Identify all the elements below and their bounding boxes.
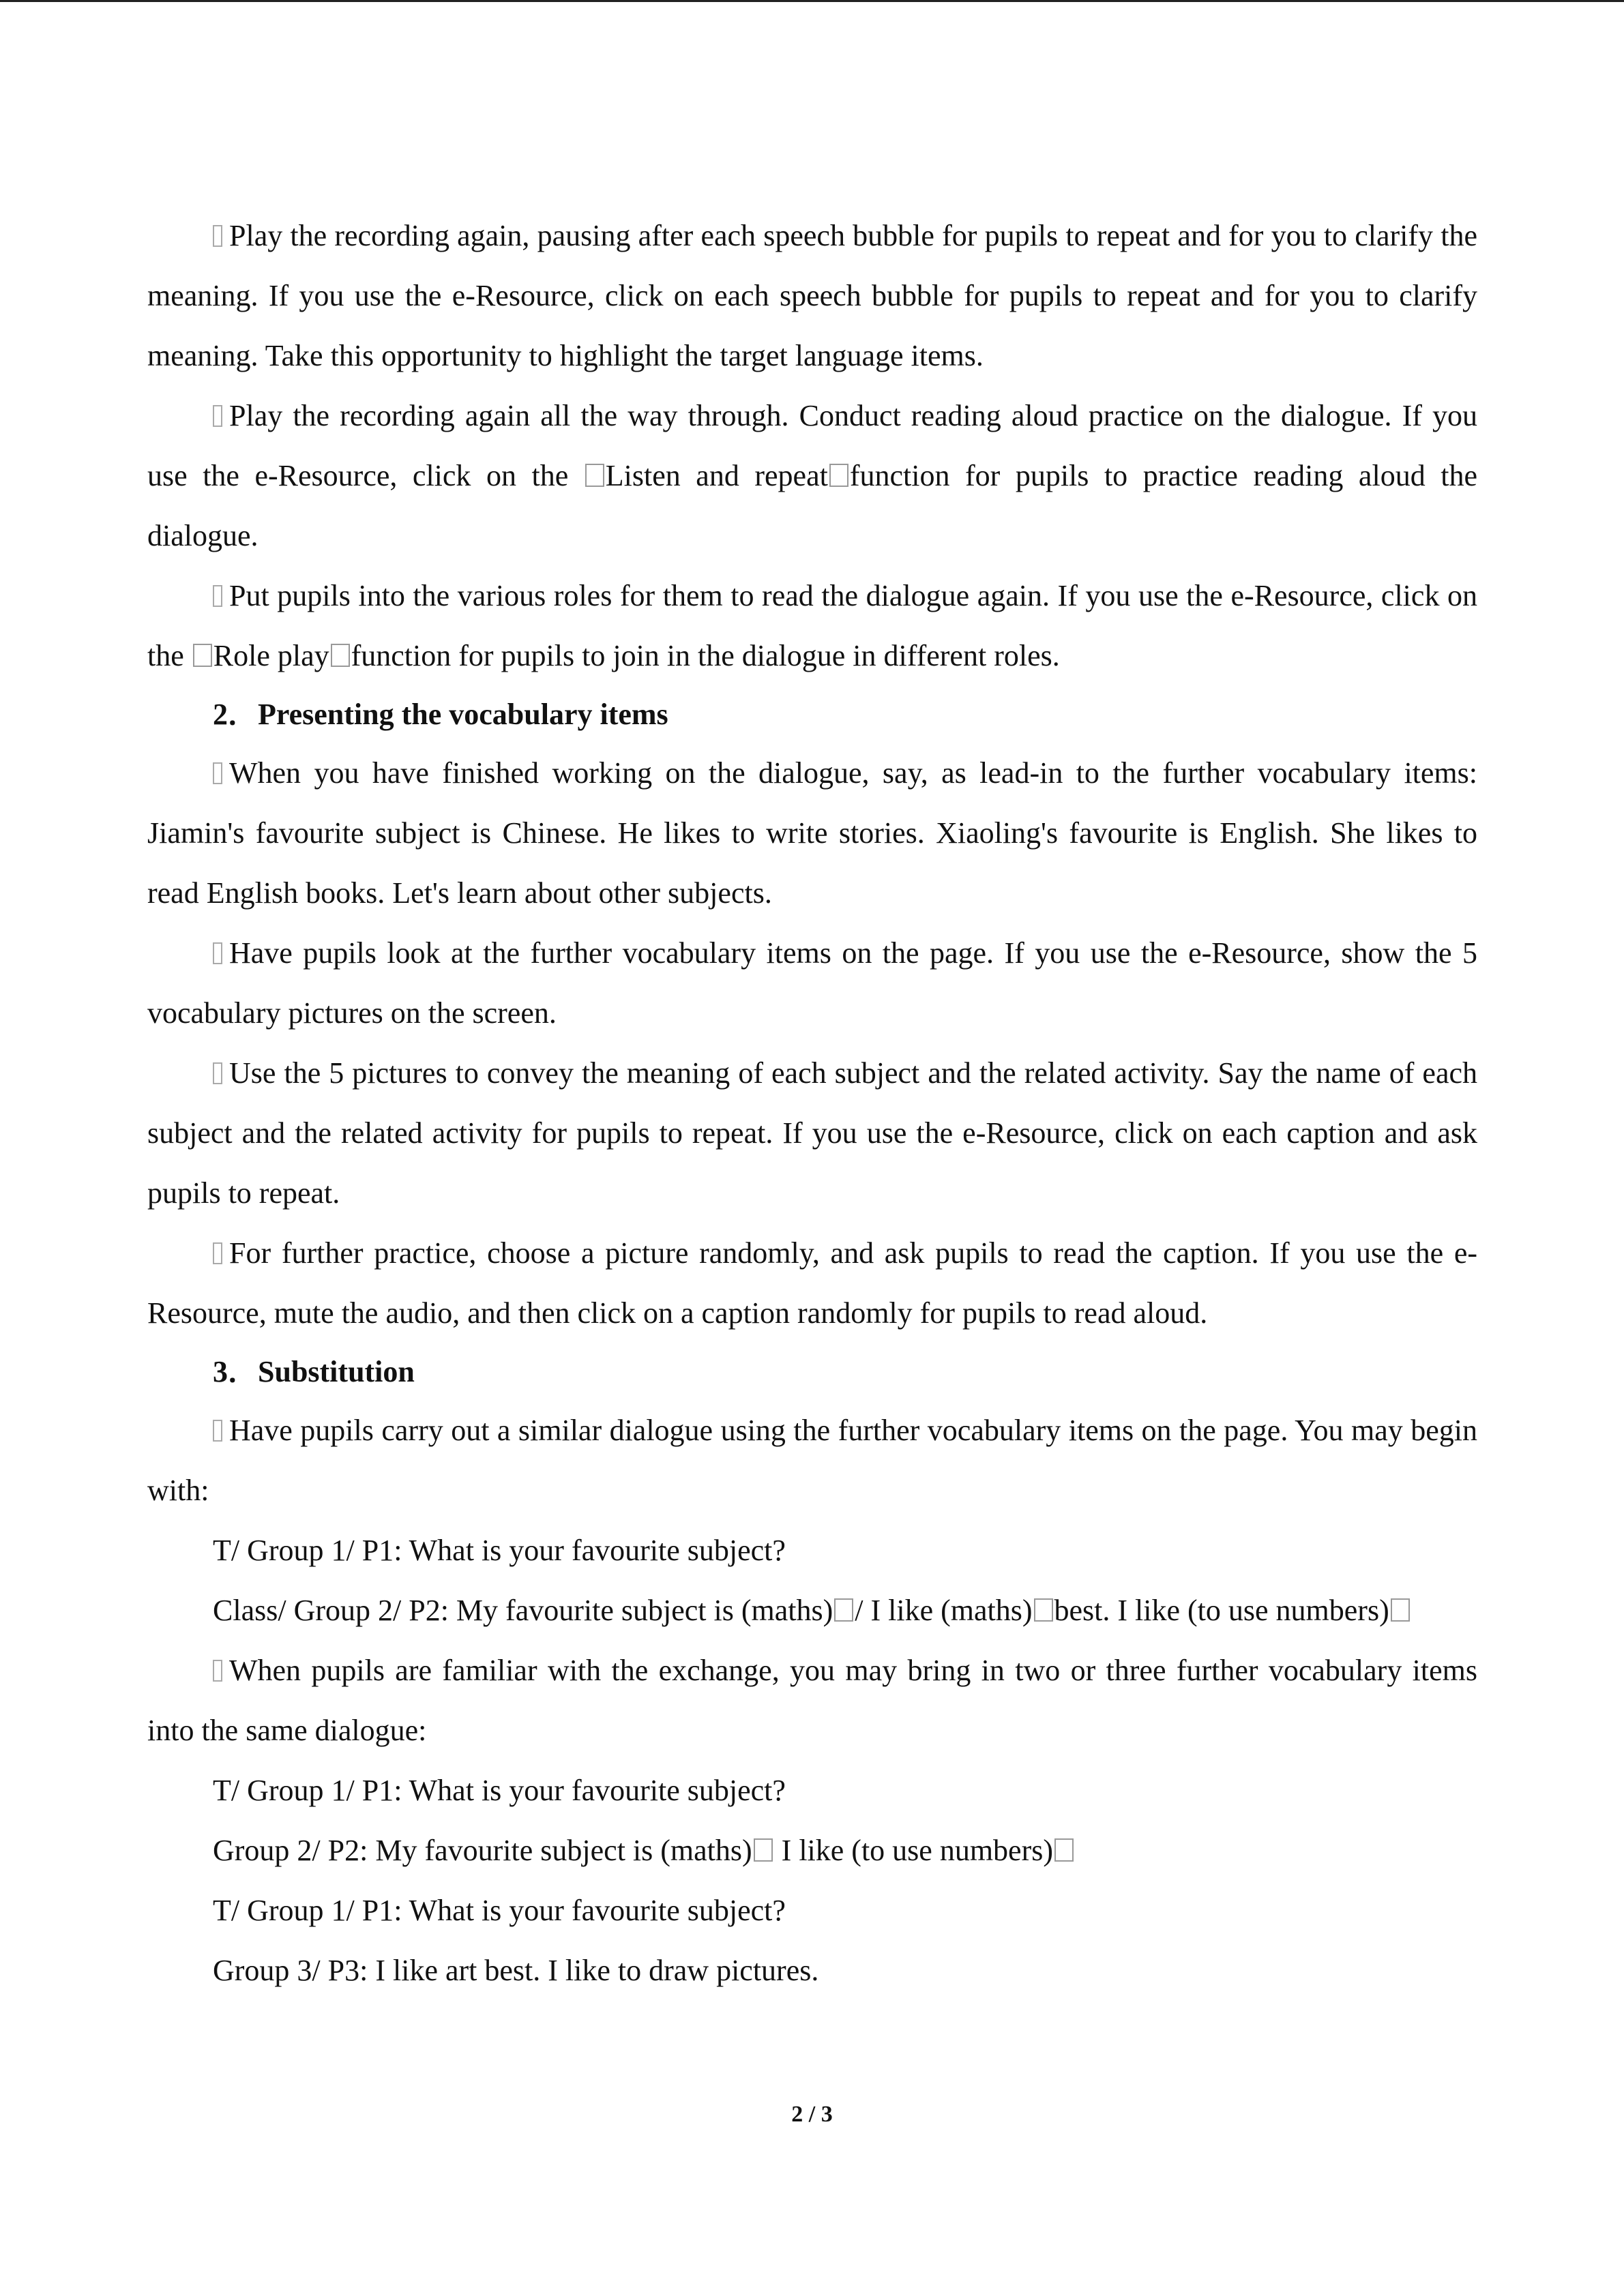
missing-glyph-box xyxy=(331,644,350,667)
paragraph-text: When you have finished working on the dialogue, say, as lead-in to the further vocabulary items: Jiamin's favourite subject is Chinese. He likes to write stories. Xiaoling's favourite is English. She likes to read English books. Let's learn about other subjects. xyxy=(147,756,1477,910)
quoted-function-name: Role play xyxy=(213,639,329,672)
paragraph xyxy=(147,743,1477,923)
paragraph xyxy=(147,1223,1477,1343)
paragraph-text: Play the recording again, pausing after each speech bubble for pupils to repeat and for you to clarify the meaning. If you use the e-Resource, click on each speech bubble for pupils to repeat and for you to clarify meaning. Take this opportunity to highlight the target language items. xyxy=(147,219,1477,372)
bullet-glyph xyxy=(213,1242,222,1264)
bullet-glyph xyxy=(213,762,222,784)
dialogue-line xyxy=(147,1581,1477,1641)
bullet-glyph xyxy=(213,1062,222,1084)
paragraph xyxy=(147,386,1477,566)
dialogue-line: T/ Group 1/ P1: What is your favourite subject? xyxy=(213,1774,786,1807)
missing-glyph-box xyxy=(754,1838,773,1862)
missing-glyph-box xyxy=(1034,1598,1053,1622)
page-top-border xyxy=(0,0,1624,2)
paragraph xyxy=(147,566,1477,686)
missing-glyph-box xyxy=(834,1598,853,1622)
quoted-function-name: Listen and repeat xyxy=(605,459,828,492)
section-heading: 2．Presenting the vocabulary items xyxy=(213,698,668,731)
paragraph-text: Have pupils carry out a similar dialogue using the further vocabulary items on the page. You may begin with: xyxy=(147,1414,1477,1507)
document-body xyxy=(147,206,1477,2001)
missing-glyph-box xyxy=(1054,1838,1074,1862)
bullet-glyph xyxy=(213,1420,222,1442)
section-heading: 3．Substitution xyxy=(213,1355,415,1388)
missing-glyph-box xyxy=(829,464,848,487)
dialogue-line: T/ Group 1/ P1: What is your favourite subject? xyxy=(213,1894,786,1927)
dialogue-text: Group 2/ P2: My favourite subject is (maths) xyxy=(213,1834,752,1867)
bullet-glyph xyxy=(213,225,222,247)
paragraph xyxy=(147,1043,1477,1223)
paragraph xyxy=(147,1401,1477,1521)
dialogue-text: I like (to use numbers) xyxy=(773,1834,1054,1867)
paragraph-text: Put pupils into the various roles for them to read the dialogue again. If you use the e-Resource, click on the xyxy=(147,579,1477,672)
paragraph xyxy=(147,1641,1477,1761)
paragraph xyxy=(147,206,1477,386)
dialogue-line: Group 3/ P3: I like art best. I like to draw pictures. xyxy=(213,1954,819,1987)
dialogue-text: best. I like (to use numbers) xyxy=(1054,1594,1389,1627)
paragraph-text: function for pupils to practice reading aloud the dialogue. xyxy=(147,459,1477,552)
paragraph-text: Have pupils look at the further vocabulary items on the page. If you use the e-Resource, show the 5 vocabulary pictures on the screen. xyxy=(147,936,1477,1030)
dialogue-text: Class/ Group 2/ P2: My favourite subject is (maths) xyxy=(213,1594,833,1627)
bullet-glyph xyxy=(213,1660,222,1682)
dialogue-line: T/ Group 1/ P1: What is your favourite subject? xyxy=(213,1534,786,1567)
paragraph-text: For further practice, choose a picture randomly, and ask pupils to read the caption. If you use the e-Resource, mute the audio, and then click on a caption randomly for pupils to read aloud. xyxy=(147,1236,1477,1330)
missing-glyph-box xyxy=(193,644,212,667)
paragraph-text: function for pupils to join in the dialogue in different roles. xyxy=(351,639,1060,672)
missing-glyph-box xyxy=(1391,1598,1410,1622)
bullet-glyph xyxy=(213,405,222,427)
page-number: 2 / 3 xyxy=(791,2102,833,2127)
missing-glyph-box xyxy=(585,464,604,487)
paragraph-text: Use the 5 pictures to convey the meaning of each subject and the related activity. Say the name of each subject and the related activity for pupils to repeat. If you use the e-Resource, click on each caption and ask pupils to repeat. xyxy=(147,1056,1477,1210)
bullet-glyph xyxy=(213,942,222,964)
paragraph-text: Play the recording again all the way through. Conduct reading aloud practice on the dialogue. If you use the e-Resource, click on the xyxy=(147,399,1477,492)
dialogue-line xyxy=(147,1821,1477,1881)
dialogue-text: / I like (maths) xyxy=(855,1594,1033,1627)
paragraph-text: When pupils are familiar with the exchange, you may bring in two or three further vocabulary items into the same dialogue: xyxy=(147,1654,1477,1747)
bullet-glyph xyxy=(213,585,222,607)
paragraph xyxy=(147,923,1477,1043)
